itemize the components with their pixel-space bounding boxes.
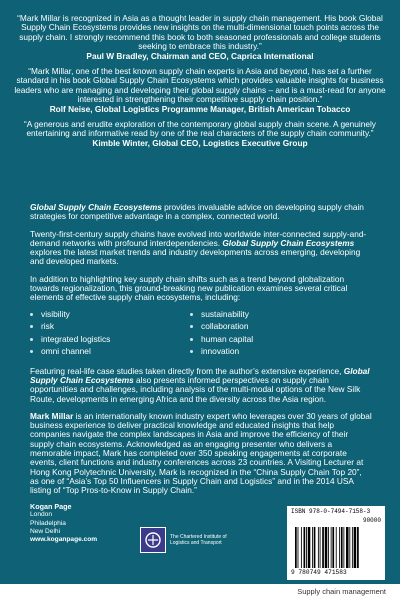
endorsement-quote [14, 120, 386, 149]
endorsement-quote [14, 14, 386, 61]
publisher-city: London [30, 511, 53, 519]
topic-column [190, 308, 350, 358]
endorsements [14, 14, 386, 154]
isbn-number: ISBN 978-0-7494-7158-3 [291, 508, 371, 515]
barcode-bar [339, 527, 340, 568]
description-paragraph [30, 230, 372, 267]
endorsement-quote [14, 67, 386, 114]
cilt-emblem-graphic [144, 531, 162, 549]
barcode-bar [308, 527, 311, 568]
quote-attribution: Rolf Neise, Global Logistics Programme Manager, British American Tobacco [49, 103, 351, 114]
description-paragraph: In addition to highlighting key supply chain shifts such as a trend beyond globalization towards regionalization, this ground-breaking new publication examines several critical elements of effective supply chain ecosystems, including: [30, 273, 348, 303]
barcode-digits: 9 780749 471583 [291, 569, 347, 576]
list-item: human capital [190, 333, 350, 346]
book-title: Global Supply Chain Ecosystems [30, 202, 162, 212]
list-item: innovation [190, 345, 350, 358]
barcode-bar [331, 527, 332, 568]
paragraph-text: Twenty-first-century supply chains have evolved into worldwide inter-connected supply-and-demand networks with profound interdependencies. [30, 228, 367, 248]
barcode-bar [322, 527, 324, 568]
barcode-bar [357, 527, 359, 568]
quote-text: “Mark Millar, one of the best known supply chain experts in Asia and beyond, has set a further standard in his book Global Supply Chain Ecosystems which provides valuable insights for business leaders who are managing and developing their global supply chains – and is a must-read for anyone interested in strengthening their competitive supply chain position.” [14, 65, 386, 105]
list-item: visibility [30, 308, 190, 321]
barcode-bar [295, 527, 297, 568]
description-paragraph [30, 203, 372, 222]
quote-attribution: Kimble Winter, Global CEO, Logistics Executive Group [92, 137, 308, 148]
barcode-bar [352, 527, 353, 568]
paragraph-text: Featuring real-life case studies taken directly from the author’s extensive experience, [30, 365, 344, 376]
barcode-bar [325, 527, 328, 568]
publisher-info [30, 503, 97, 544]
paragraph-text: provides invaluable advice on developing supply chain strategies for competitive advantage in a complex, connected world. [30, 202, 364, 222]
list-item: integrated logistics [30, 333, 190, 346]
quote-attribution: Paul W Bradley, Chairman and CEO, Caprica International [86, 50, 314, 61]
publisher-city: New Delhi [30, 527, 61, 535]
cilt-emblem-icon [140, 527, 166, 553]
cilt-logo [140, 527, 240, 553]
topic-list [30, 308, 372, 358]
barcode-bar [301, 527, 302, 568]
barcode-bar [336, 527, 337, 568]
topic-column [30, 308, 190, 358]
quote-text: “Mark Millar is recognized in Asia as a thought leader in supply chain management. His book Global Supply Chain Ecosystems provides new insights on the multi-dimensional touch points across the supply chain. I strongly recommend this book to both seasoned professionals and college students seeking to embrace this industry.” [17, 13, 383, 52]
price-code: 90000 [362, 517, 381, 524]
list-item: risk [30, 320, 190, 333]
author-bio [30, 412, 372, 496]
paragraph-text: also presents informed perspectives on supply chain opportunities and challenges, including analysis of the multi-modal options of the New Silk Route, developments in emerging Africa and the diversity across the Asia region. [30, 374, 361, 404]
barcode-bar [312, 527, 313, 568]
book-title: Global Supply Chain Ecosystems [30, 365, 370, 385]
publisher-name: Kogan Page [30, 502, 72, 511]
cilt-name: The Chartered Institute of Logistics and Transport [170, 534, 227, 546]
list-item: sustainability [190, 308, 350, 321]
publisher-city: Philadelphia [30, 519, 66, 527]
barcode-bar [298, 527, 299, 568]
barcode-bar [343, 527, 344, 568]
barcode-bar [332, 527, 334, 568]
barcode-bar [318, 527, 319, 568]
barcode-bar [328, 527, 329, 568]
barcode-bar [354, 527, 357, 568]
barcode [287, 506, 385, 580]
list-item: omni channel [30, 345, 190, 358]
barcode-bar [341, 527, 343, 568]
barcode-bar [346, 527, 349, 568]
barcode-bar [314, 527, 316, 568]
description-paragraph [30, 367, 372, 404]
paragraph-text: is an internationally known industry expert who leverages over 30 years of global business experience to deliver practical knowledge and educated insights that help companies navigate the complex landscapes in Asia and improve the efficiency of their supply chain ecosystems. Acknowledged as an engaging presenter who delivers a memorable impact, Mark has completed over 350 speaking engagements at corporate events, client functions and industry conferences across 23 countries. A Visiting Lecturer at Hong Kong Polytechnic University, Mark is recognized in the “China Supply Chain Top 20”, as one of “Asia’s Top 50 Influencers in Supply Chain and Logistics” and in the 2014 USA listing of “Top Pros-to-Know in Supply Chain.” [30, 410, 372, 496]
book-title: Global Supply Chain Ecosystems [222, 237, 355, 248]
category-label: Supply chain management [297, 587, 386, 596]
paragraph-text: explores the latest market trends and industry developments across emerging, developing and developed markets. [30, 247, 361, 267]
author-name: Mark Millar [30, 410, 74, 421]
barcode-bar [304, 527, 306, 568]
quote-text: “A generous and erudite exploration of the contemporary global supply chain scene. A genuinely entertaining and informative read by one of the real characters of the supply chain community.” [24, 118, 376, 139]
barcode-bar [349, 527, 350, 568]
publisher-url[interactable]: www.koganpage.com [30, 536, 98, 544]
barcode-bar [306, 527, 307, 568]
book-description [30, 203, 372, 504]
barcode-bar [320, 527, 321, 568]
list-item: collaboration [190, 320, 350, 333]
